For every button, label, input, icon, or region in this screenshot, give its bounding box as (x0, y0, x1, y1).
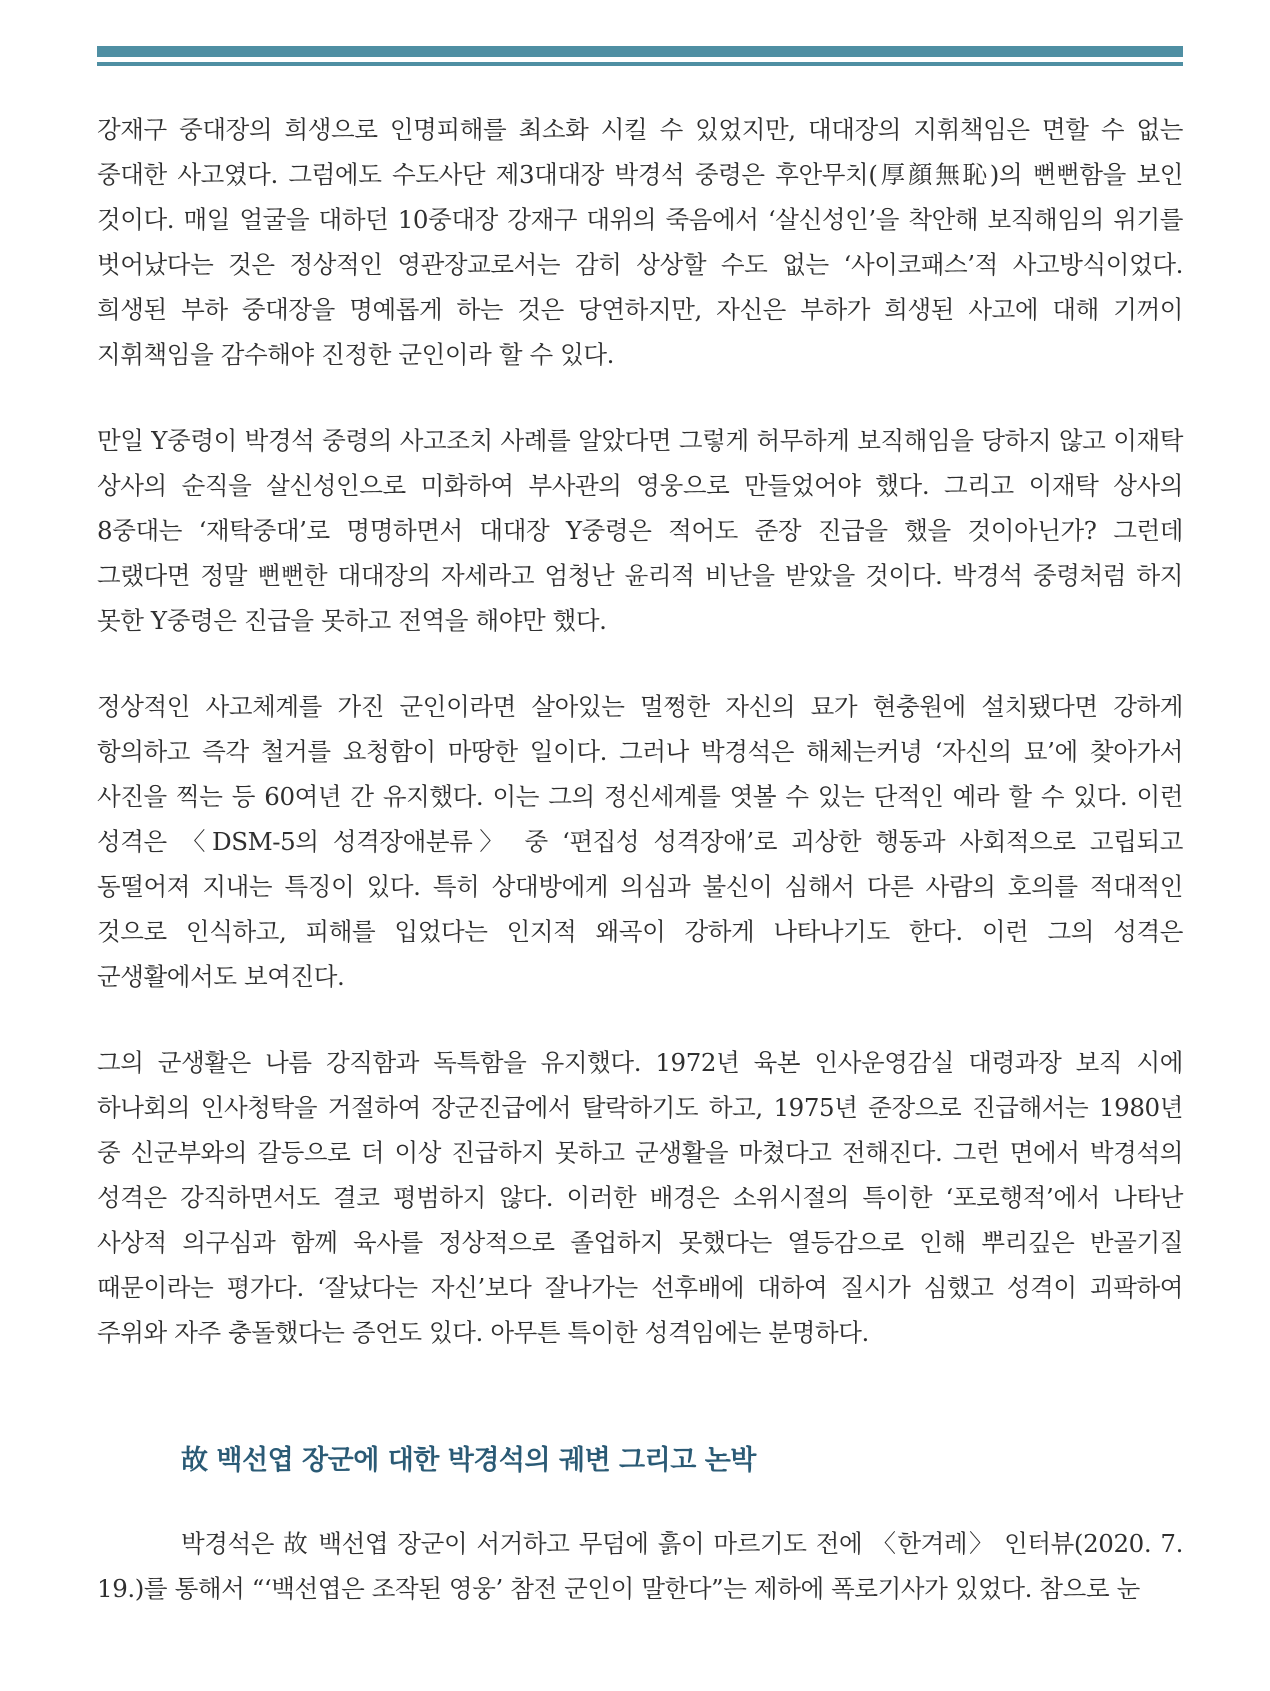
header-rule-thin (97, 62, 1183, 66)
header-rule-thick (97, 46, 1183, 57)
section-heading: 故 백선엽 장군에 대한 박경석의 궤변 그리고 논박 (181, 1445, 756, 1476)
paragraph-2: 만일 Y중령이 박경석 중령의 사고조치 사례를 알았다면 그렇게 허무하게 보직해임을 당하지 않고 이재탁 상사의 순직을 살신성인으로 미화하여 부사관의 영웅으로 만들었어야 했다. 그리고 이재탁 상사의 8중대는 ‘재탁중대’로 명명하면서 대대장 Y중령은 적어도 준장 진급을 했을 것이아닌가? 그런데 그랬다면 정말 뻔뻔한 대대장의 자세라고 엄청난 윤리적 비난을 받았을 것이다. 박경석 중령처럼 하지 못한 Y중령은 진급을 못하고 전역을 해야만 했다. (97, 426, 1183, 635)
paragraph-4: 그의 군생활은 나름 강직함과 독특함을 유지했다. 1972년 육본 인사운영감실 대령과장 보직 시에 하나회의 인사청탁을 거절하여 장군진급에서 탈락하기도 하고, 1975년 준장으로 진급해서는 1980년 중 신군부와의 갈등으로 더 이상 진급하지 못하고 군생활을 마쳤다고 전해진다. 그런 면에서 박경석의 성격은 강직하면서도 결코 평범하지 않다. 이러한 배경은 소위시절의 특이한 ‘포로행적’에서 나타난 사상적 의구심과 함께 육사를 정상적으로 졸업하지 못했다는 열등감으로 인해 뿌리깊은 반골기질 때문이라는 평가다. ‘잘났다는 자신’보다 잘나가는 선후배에 대하여 질시가 심했고 성격이 괴팍하여 주위와 자주 충돌했다는 증언도 있다. 아무튼 특이한 성격임에는 분명하다. (97, 1048, 1183, 1347)
article-body (97, 107, 1183, 1611)
paragraph-3: 정상적인 사고체계를 가진 군인이라면 살아있는 멀쩡한 자신의 묘가 현충원에 설치됐다면 강하게 항의하고 즉각 철거를 요청함이 마땅한 일이다. 그러나 박경석은 해체는커녕 ‘자신의 묘’에 찾아가서 사진을 찍는 등 60여년 간 유지했다. 이는 그의 정신세계를 엿볼 수 있는 단적인 예라 할 수 있다. 이런 성격은 〈DSM-5의 성격장애분류〉 중 ‘편집성 성격장애’로 괴상한 행동과 사회적으로 고립되고 동떨어져 지내는 특징이 있다. 특히 상대방에게 의심과 불신이 심해서 다른 사람의 호의를 적대적인 것으로 인식하고, 피해를 입었다는 인지적 왜곡이 강하게 나타나기도 한다. 이런 그의 성격은 군생활에서도 보여진다. (97, 692, 1183, 991)
paragraph-1: 강재구 중대장의 희생으로 인명피해를 최소화 시킬 수 있었지만, 대대장의 지휘책임은 면할 수 없는 중대한 사고였다. 그럼에도 수도사단 제3대대장 박경석 중령은 후안무치(厚顔無恥)의 뻔뻔함을 보인 것이다. 매일 얼굴을 대하던 10중대장 강재구 대위의 죽음에서 ‘살신성인’을 착안해 보직해임의 위기를 벗어났다는 것은 정상적인 영관장교로서는 감히 상상할 수도 없는 ‘사이코패스’적 사고방식이었다. 희생된 부하 중대장을 명예롭게 하는 것은 당연하지만, 자신은 부하가 희생된 사고에 대해 기꺼이 지휘책임을 감수해야 진정한 군인이라 할 수 있다. (97, 115, 1183, 369)
section-paragraph: 박경석은 故 백선엽 장군이 서거하고 무덤에 흙이 마르기도 전에 〈한겨레〉 인터뷰(2020. 7. 19.)를 통해서 “‘백선엽은 조작된 영웅’ 참전 군인이 말한다”는 제하에 폭로기사가 있었다. 참으로 눈 (97, 1529, 1183, 1603)
